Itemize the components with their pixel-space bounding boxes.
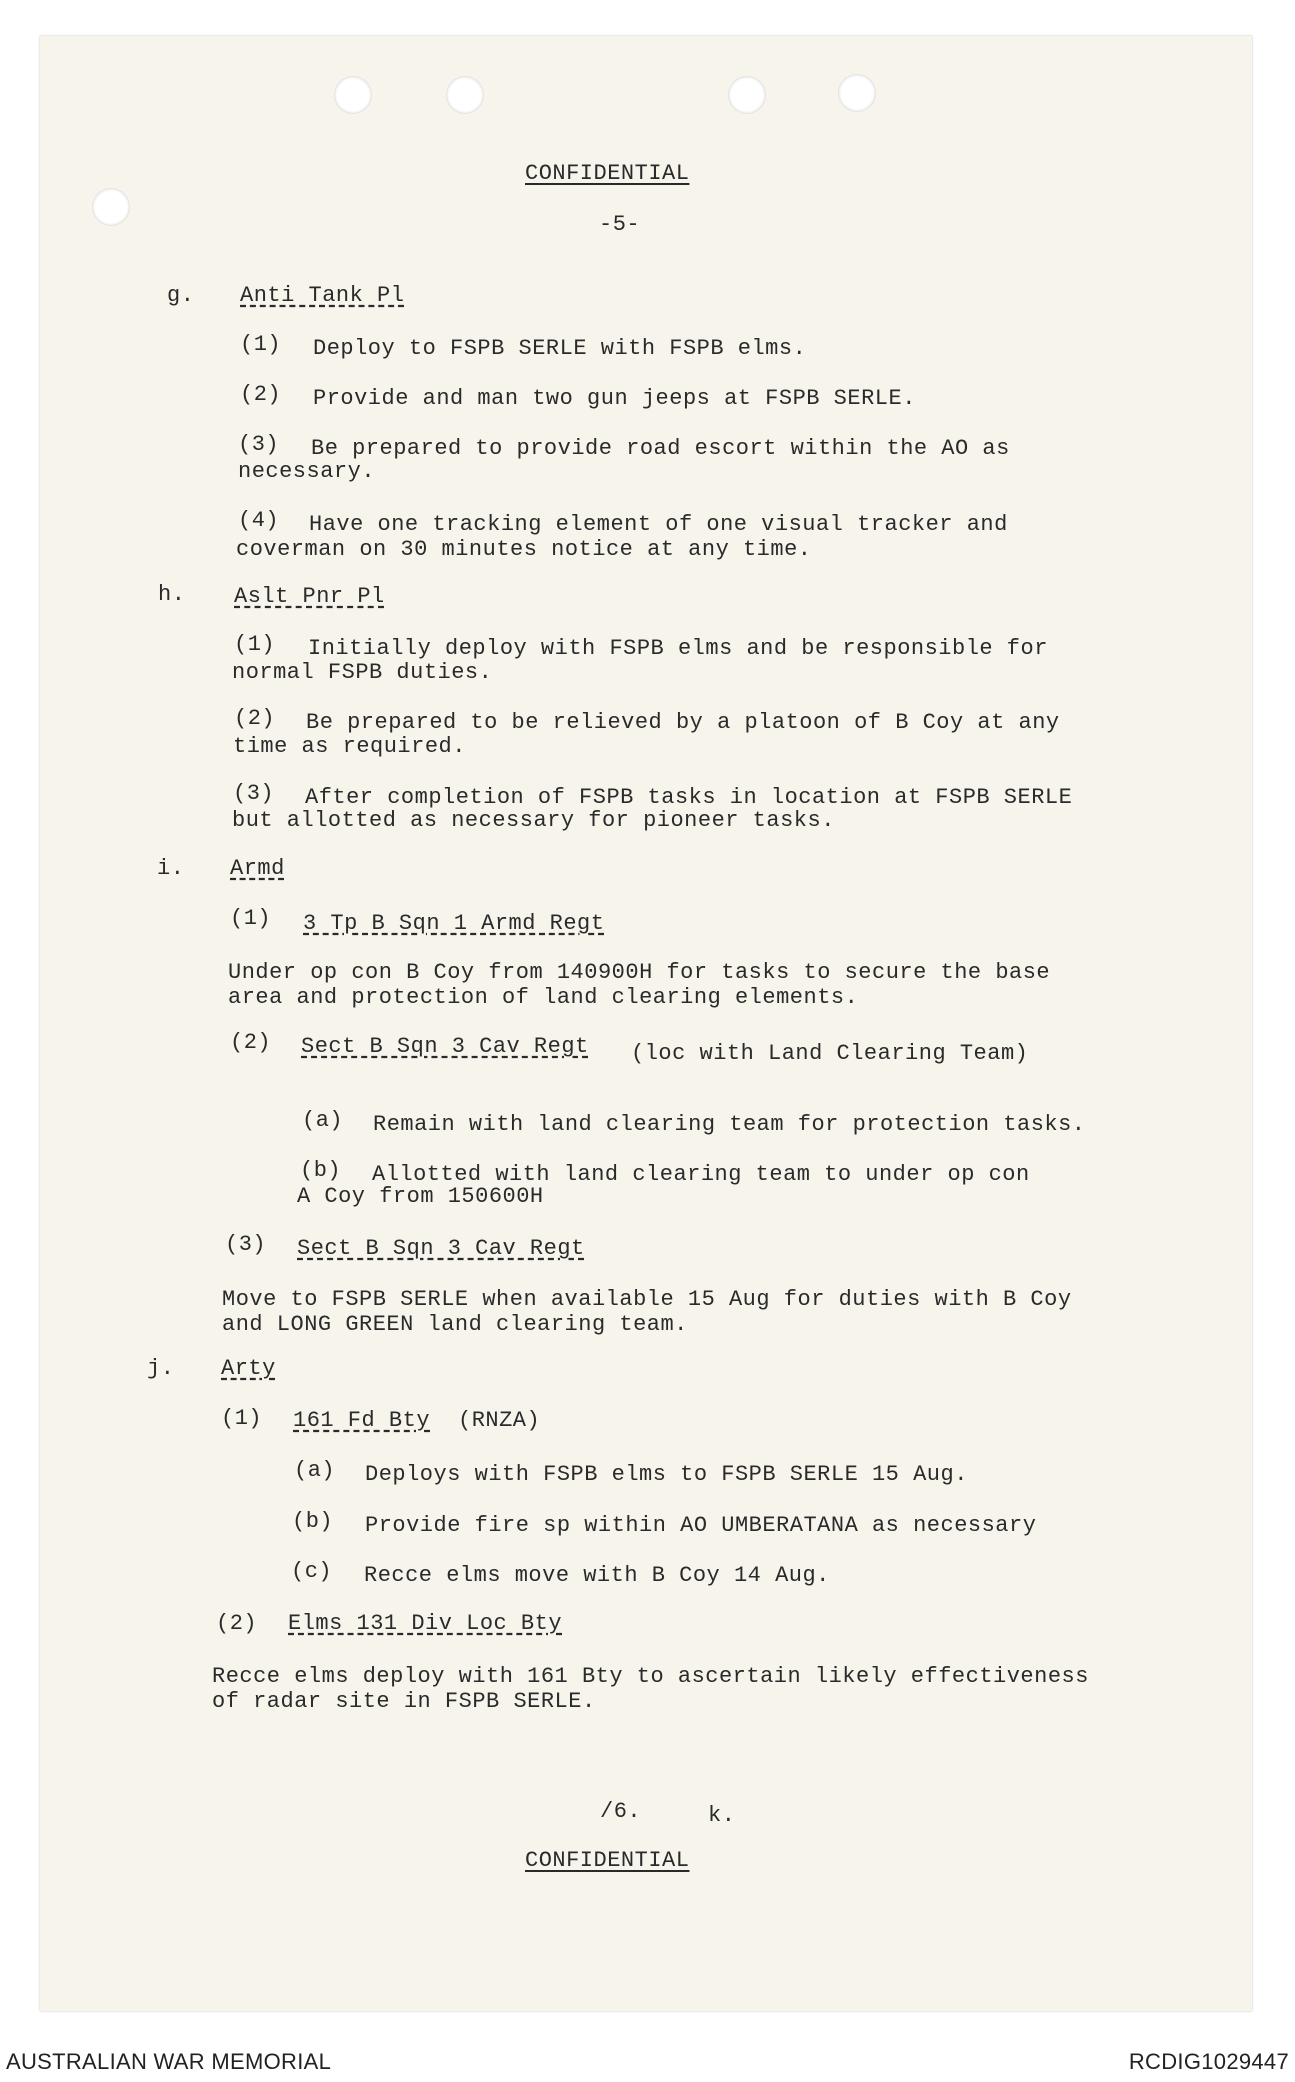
subsection-title: Elms 131 Div Loc Bty [288,1611,563,1636]
item-number: (2) [230,1030,272,1055]
item-number: (3) [238,432,280,457]
section-letter: h. [158,582,186,607]
classification-footer: CONFIDENTIAL [525,1848,690,1873]
sub-item-number: (c) [291,1559,333,1584]
paragraph-line: area and protection of land clearing elements. [228,985,859,1010]
item-text: Be prepared to be relieved by a platoon of B Coy at any [306,710,1060,735]
punch-hole [446,76,484,114]
sub-item-text: Provide fire sp within AO UMBERATANA as necessary [365,1513,1037,1538]
punch-hole [334,76,372,114]
page-number: -5- [599,212,641,237]
item-number: (2) [234,706,276,731]
item-number: (3) [225,1232,267,1257]
section-title: Aslt Pnr Pl [234,584,385,609]
sub-item-text: Remain with land clearing team for protection tasks. [373,1112,1086,1137]
punch-hole [92,188,130,226]
section-title: Arty [221,1356,276,1381]
paragraph-line: and LONG GREEN land clearing team. [222,1312,688,1337]
item-number: (3) [233,781,275,806]
classification-header: CONFIDENTIAL [525,161,690,186]
item-text: After completion of FSPB tasks in location at FSPB SERLE [305,785,1073,810]
sub-item-text-continued: A Coy from 150600H [297,1184,544,1209]
sub-item-text: Allotted with land clearing team to under op con [372,1162,1030,1187]
document-page [40,36,1252,2011]
item-text-continued: necessary. [238,459,376,484]
item-number: (1) [221,1406,263,1431]
archive-name: AUSTRALIAN WAR MEMORIAL [6,2049,332,2074]
item-number: (1) [240,332,282,357]
item-text: Provide and man two gun jeeps at FSPB SERLE. [313,386,916,411]
punch-hole [728,76,766,114]
archive-id: RCDIG1029447 [1128,2049,1289,2074]
subsection-title: Sect B Sqn 3 Cav Regt [301,1034,589,1059]
catchword: k. [708,1803,736,1828]
item-text: Initially deploy with FSPB elms and be responsible for [308,636,1048,661]
item-text-continued: coverman on 30 minutes notice at any time. [236,537,812,562]
item-text: Have one tracking element of one visual tracker and [309,512,1008,537]
paragraph-line: Under op con B Coy from 140900H for tasks to secure the base [228,960,1051,985]
item-number: (2) [240,382,282,407]
subsection-note: (RNZA) [458,1408,541,1433]
item-text-continued: but allotted as necessary for pioneer tasks. [232,808,835,833]
paragraph-line: Recce elms deploy with 161 Bty to ascertain likely effectiveness [212,1664,1089,1689]
sub-item-number: (b) [300,1158,342,1183]
section-letter: g. [167,283,195,308]
item-text-continued: normal FSPB duties. [232,660,493,685]
paragraph-line: of radar site in FSPB SERLE. [212,1689,596,1714]
item-text: Be prepared to provide road escort within the AO as [311,436,1010,461]
section-letter: i. [157,856,185,881]
subsection-note: (loc with Land Clearing Team) [631,1041,1029,1066]
item-number: (1) [230,906,272,931]
item-text-continued: time as required. [233,734,466,759]
item-number: (4) [238,508,280,533]
item-number: (2) [216,1611,258,1636]
subsection-title: Sect B Sqn 3 Cav Regt [297,1236,585,1261]
punch-hole [838,74,876,112]
paragraph-line: Move to FSPB SERLE when available 15 Aug for duties with B Coy [222,1287,1072,1312]
sub-item-text: Recce elms move with B Coy 14 Aug. [364,1563,830,1588]
section-letter: j. [147,1356,175,1381]
subsection-title: 161 Fd Bty [293,1408,431,1433]
item-text: Deploy to FSPB SERLE with FSPB elms. [313,336,807,361]
sub-item-number: (a) [294,1458,336,1483]
section-title: Anti Tank Pl [240,283,405,308]
subsection-title: 3 Tp B Sqn 1 Armd Regt [303,911,605,936]
sub-item-number: (a) [302,1108,344,1133]
item-number: (1) [234,632,276,657]
continuation-page: /6. [600,1799,642,1824]
sub-item-text: Deploys with FSPB elms to FSPB SERLE 15 Aug. [365,1462,968,1487]
sub-item-number: (b) [292,1509,334,1534]
section-title: Armd [230,856,285,881]
